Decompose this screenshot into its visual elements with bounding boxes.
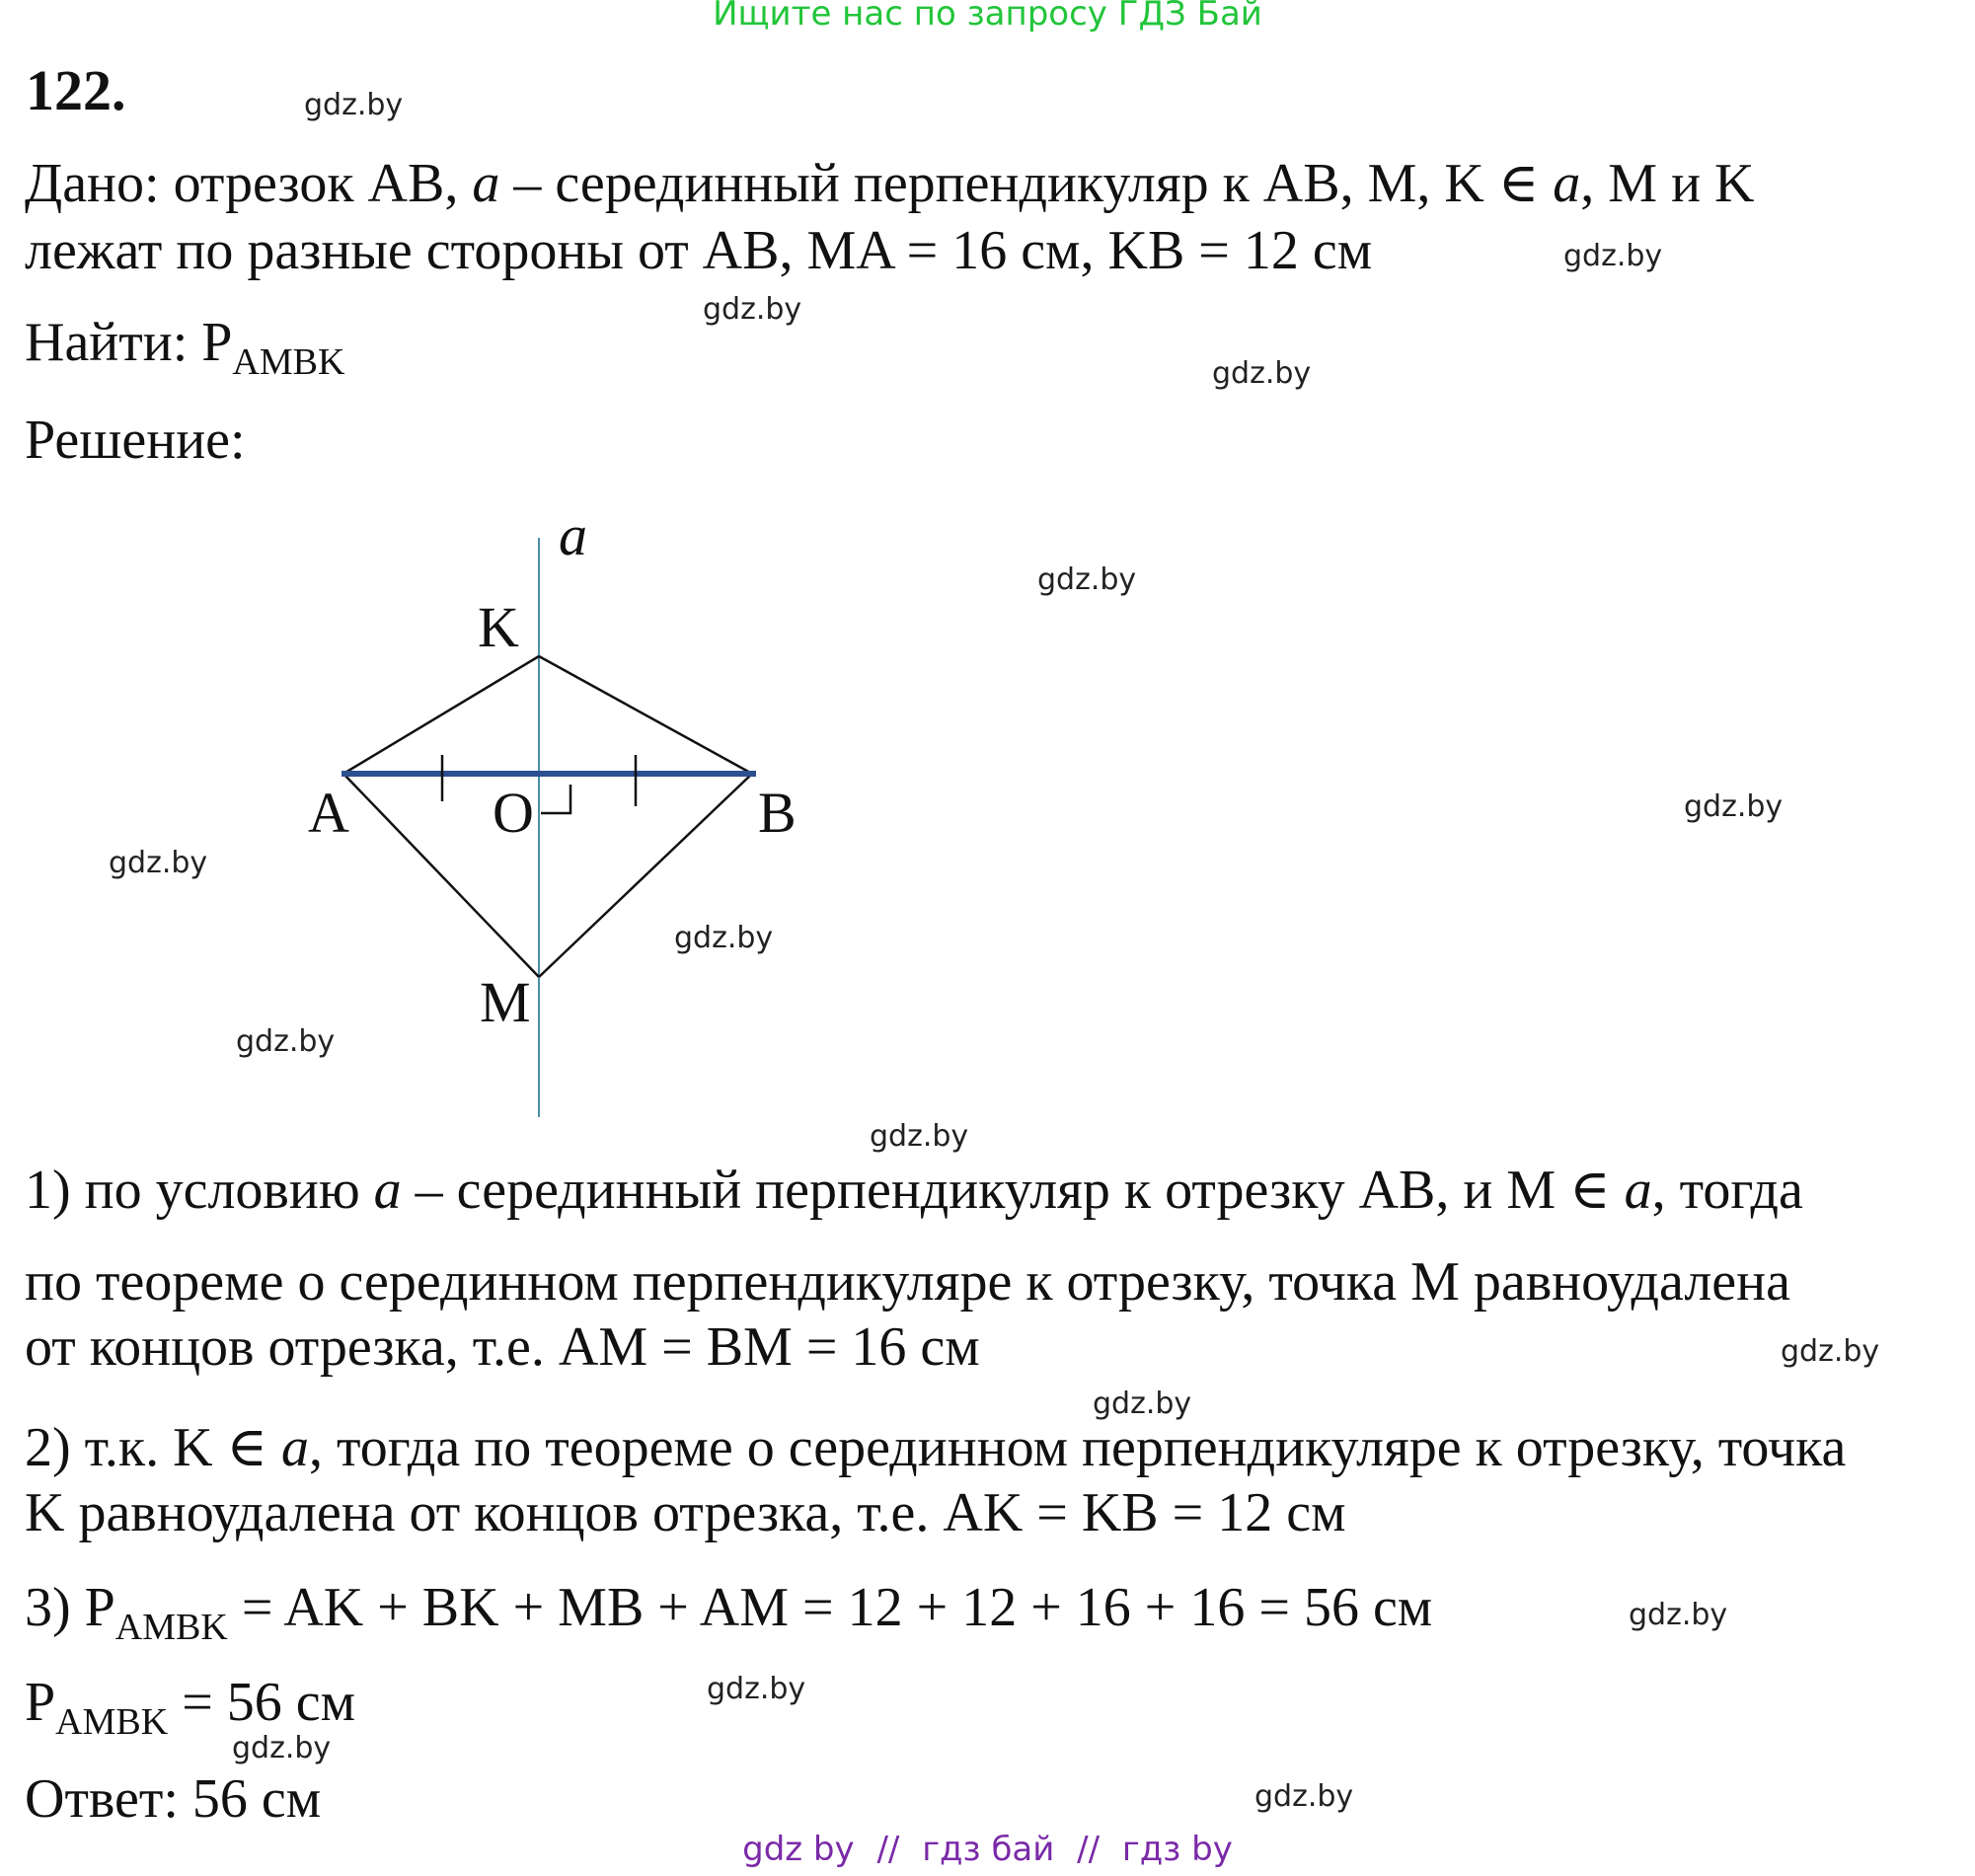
- watermark: gdz.by: [109, 846, 208, 880]
- result-subscript: AMBK: [55, 1701, 169, 1743]
- watermark: gdz.by: [1037, 563, 1137, 597]
- step-1-text-b: – серединный перпендикуляр к отрезку AB, и M ∈: [415, 1160, 1611, 1221]
- watermark: gdz.by: [1781, 1334, 1880, 1369]
- step-1-var-a: a: [373, 1160, 402, 1221]
- label-m: M: [480, 970, 531, 1034]
- link-gdz-by-cyr[interactable]: гдз by: [1121, 1830, 1233, 1869]
- step-2-line-1: [25, 1415, 1846, 1479]
- top-banner: Ищите нас по запросу ГДЗ Бай: [713, 0, 1262, 34]
- watermark: gdz.by: [1212, 356, 1312, 391]
- find-label: Найти: P: [25, 312, 233, 373]
- step-3-subscript: AMBK: [114, 1607, 228, 1648]
- answer-line: Ответ: 56 см: [25, 1768, 322, 1830]
- watermark: gdz.by: [1093, 1387, 1192, 1421]
- watermark: gdz.by: [707, 1672, 806, 1706]
- solution-label: Решение:: [25, 410, 246, 471]
- step-2-var-a: a: [281, 1417, 310, 1478]
- step-1-text-c: , тогда: [1651, 1160, 1803, 1221]
- link-separator: //: [1077, 1830, 1101, 1869]
- given-text-1c: , M и K: [1580, 153, 1755, 214]
- watermark: gdz.by: [1563, 239, 1663, 273]
- given-text-1a: отрезок AB,: [173, 153, 459, 214]
- step-3-text-b: = AK + BK + MB + AM = 12 + 12 + 16 + 16 = 56 см: [227, 1577, 1433, 1638]
- label-k: K: [478, 595, 519, 659]
- step-3-line: [25, 1576, 1433, 1648]
- watermark: gdz.by: [674, 921, 774, 955]
- watermark: gdz.by: [1254, 1779, 1354, 1814]
- watermark: gdz.by: [1629, 1598, 1728, 1632]
- link-separator: //: [876, 1830, 900, 1869]
- right-angle-mark: [541, 785, 570, 813]
- watermark: gdz.by: [304, 88, 404, 122]
- watermark: gdz.by: [236, 1024, 336, 1059]
- label-a: a: [559, 503, 587, 567]
- given-label: Дано:: [25, 153, 160, 214]
- result-text-b: = 56 см: [168, 1672, 356, 1733]
- segment-kb: [539, 656, 752, 774]
- watermark: gdz.by: [1684, 789, 1784, 824]
- step-1-line-2: по теореме о серединном перпендикуляре к отрезку, точка M равноудалена: [25, 1251, 1790, 1313]
- given-line-2: лежат по разные стороны от AB, MA = 16 см, KB = 12 см: [25, 220, 1373, 281]
- watermark: gdz.by: [870, 1119, 969, 1154]
- problem-number: 122.: [26, 58, 126, 122]
- label-a-point: A: [308, 781, 349, 845]
- step-2-text-b: , тогда по теореме о серединном перпендикуляре к отрезку, точка: [309, 1417, 1847, 1478]
- given-text-1b: – серединный перпендикуляр к AB, M, K ∈: [513, 153, 1540, 214]
- label-o: O: [493, 781, 534, 845]
- result-line: [25, 1671, 356, 1743]
- step-3-text-a: 3) P: [25, 1577, 115, 1638]
- link-gdz-by[interactable]: gdz by: [742, 1830, 855, 1869]
- given-var-a: a: [472, 153, 500, 214]
- link-gdz-bai[interactable]: гдз бай: [922, 1830, 1055, 1869]
- watermark: gdz.by: [232, 1731, 332, 1765]
- step-1-line-3: от концов отрезка, т.е. AM = BM = 16 см: [25, 1316, 980, 1378]
- step-1-line-1: [25, 1158, 1803, 1222]
- bottom-links: [0, 1830, 1975, 1869]
- step-2-line-2: K равноудалена от концов отрезка, т.е. AK = KB = 12 см: [25, 1482, 1346, 1543]
- result-text-a: P: [25, 1672, 56, 1733]
- step-2-text-a: 2) т.к. K ∈: [25, 1417, 268, 1478]
- given-var-a-2: a: [1553, 153, 1581, 214]
- step-1-var-a-2: a: [1624, 1160, 1652, 1221]
- step-1-text-a: 1) по условию: [25, 1160, 360, 1221]
- find-subscript: AMBK: [232, 341, 345, 383]
- label-b: B: [758, 781, 797, 845]
- watermark: gdz.by: [703, 292, 802, 327]
